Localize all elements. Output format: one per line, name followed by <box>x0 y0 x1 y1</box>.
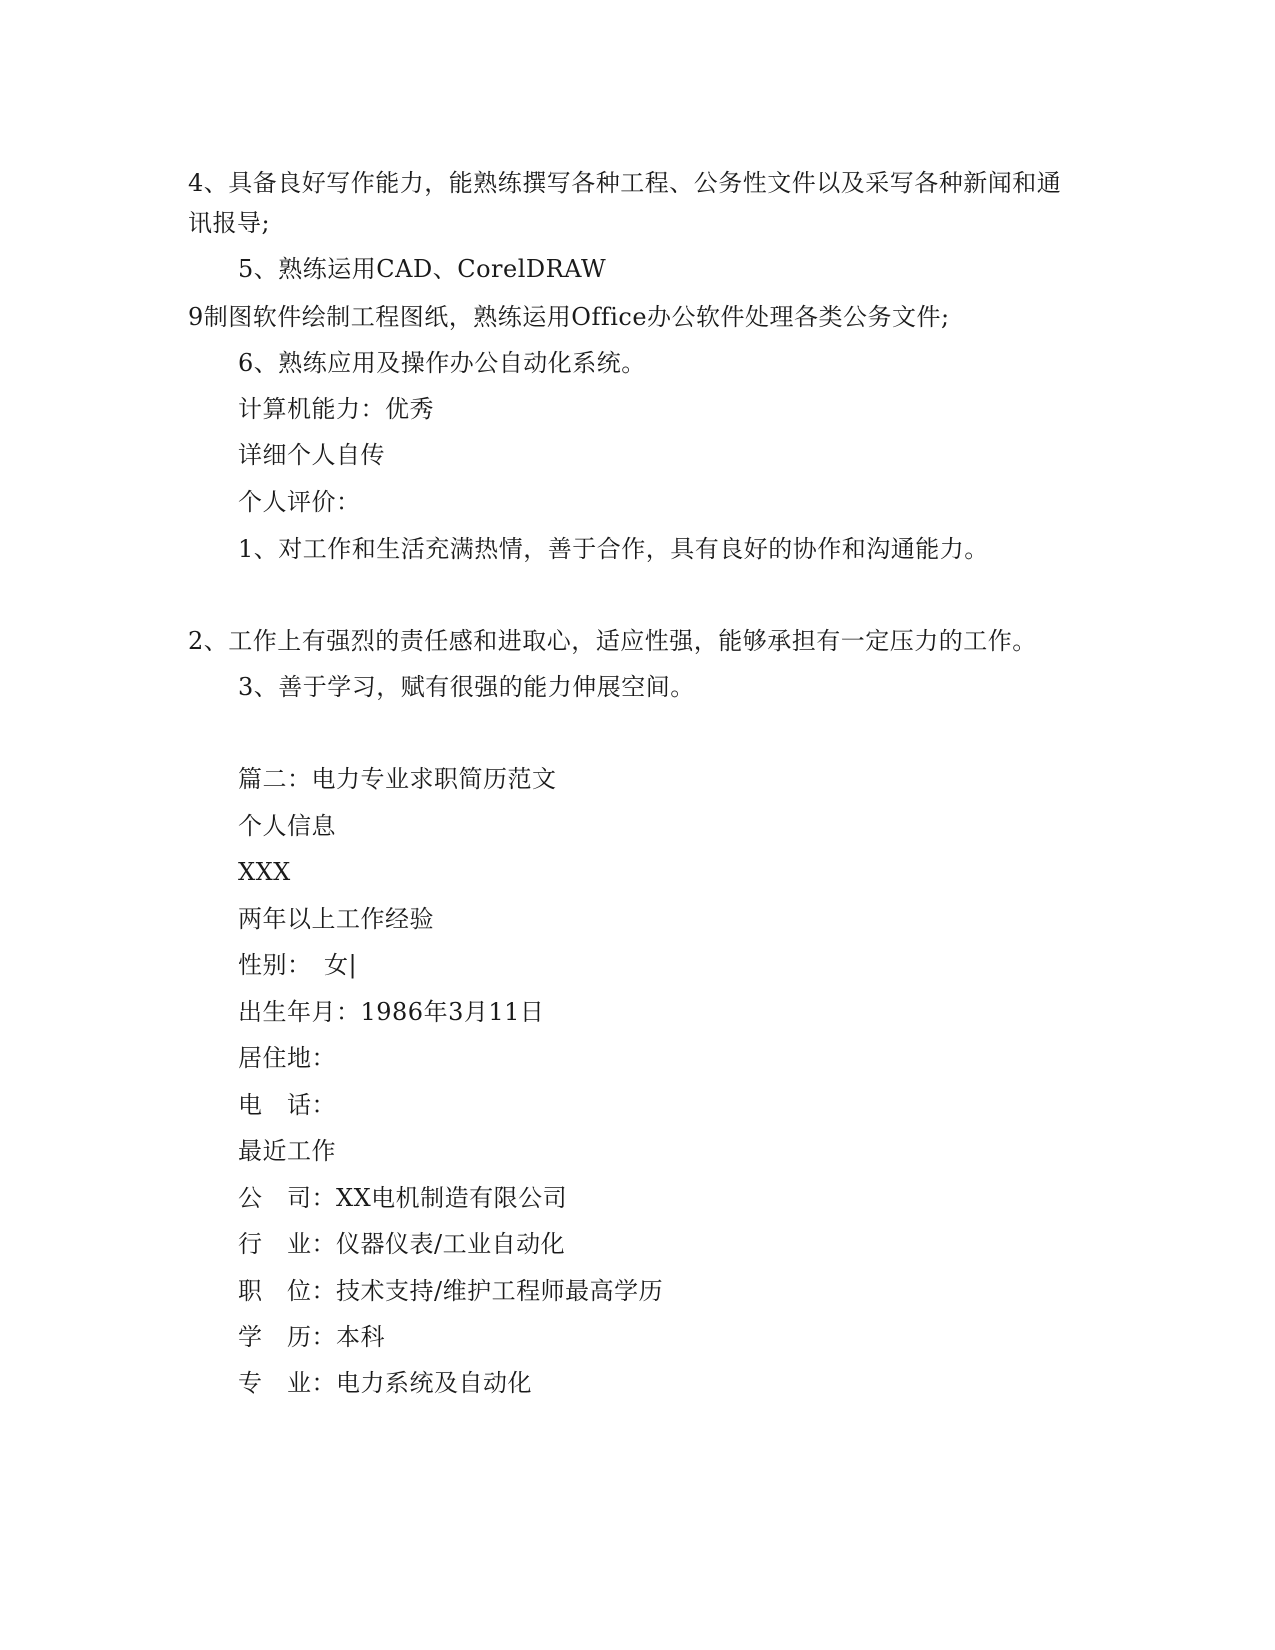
industry-field: 行 业：仪器仪表/工业自动化 <box>238 1230 566 1258</box>
skill-item-5-continued: 9制图软件绘制工程图纸，熟练运用Office办公软件处理各类公务文件; <box>188 303 950 331</box>
personal-info-heading: 个人信息 <box>238 812 336 840</box>
evaluation-item-3: 3、善于学习，赋有很强的能力伸展空间。 <box>238 673 695 701</box>
autobiography-heading: 详细个人自传 <box>238 441 385 469</box>
recent-work-heading: 最近工作 <box>238 1137 336 1165</box>
position-field: 职 位：技术支持/维护工程师最高学历 <box>238 1277 664 1305</box>
skill-item-4-continued: 讯报导; <box>188 209 271 237</box>
section-title: 篇二：电力专业求职简历范文 <box>238 765 557 793</box>
company-field: 公 司：XX电机制造有限公司 <box>238 1184 568 1212</box>
education-field: 学 历：本科 <box>238 1323 385 1351</box>
major-field: 专 业：电力系统及自动化 <box>238 1369 532 1397</box>
evaluation-item-2: 2、工作上有强烈的责任感和进取心，适应性强，能够承担有一定压力的工作。 <box>188 627 1037 655</box>
skill-item-4: 4、具备良好写作能力，能熟练撰写各种工程、公务性文件以及采写各种新闻和通 <box>188 169 1062 197</box>
self-evaluation-heading: 个人评价： <box>238 488 361 516</box>
phone-field: 电 话： <box>238 1091 336 1119</box>
residence-field: 居住地： <box>238 1044 336 1072</box>
work-experience: 两年以上工作经验 <box>238 905 434 933</box>
skill-item-6: 6、熟练应用及操作办公自动化系统。 <box>238 349 646 377</box>
computer-ability: 计算机能力：优秀 <box>238 395 434 423</box>
gender-field: 性别： 女| <box>238 951 358 979</box>
skill-item-5: 5、熟练运用CAD、CorelDRAW <box>238 255 607 283</box>
person-name: XXX <box>238 858 291 886</box>
birth-date-field: 出生年月：1986年3月11日 <box>238 998 545 1026</box>
evaluation-item-1: 1、对工作和生活充满热情，善于合作，具有良好的协作和沟通能力。 <box>238 535 989 563</box>
